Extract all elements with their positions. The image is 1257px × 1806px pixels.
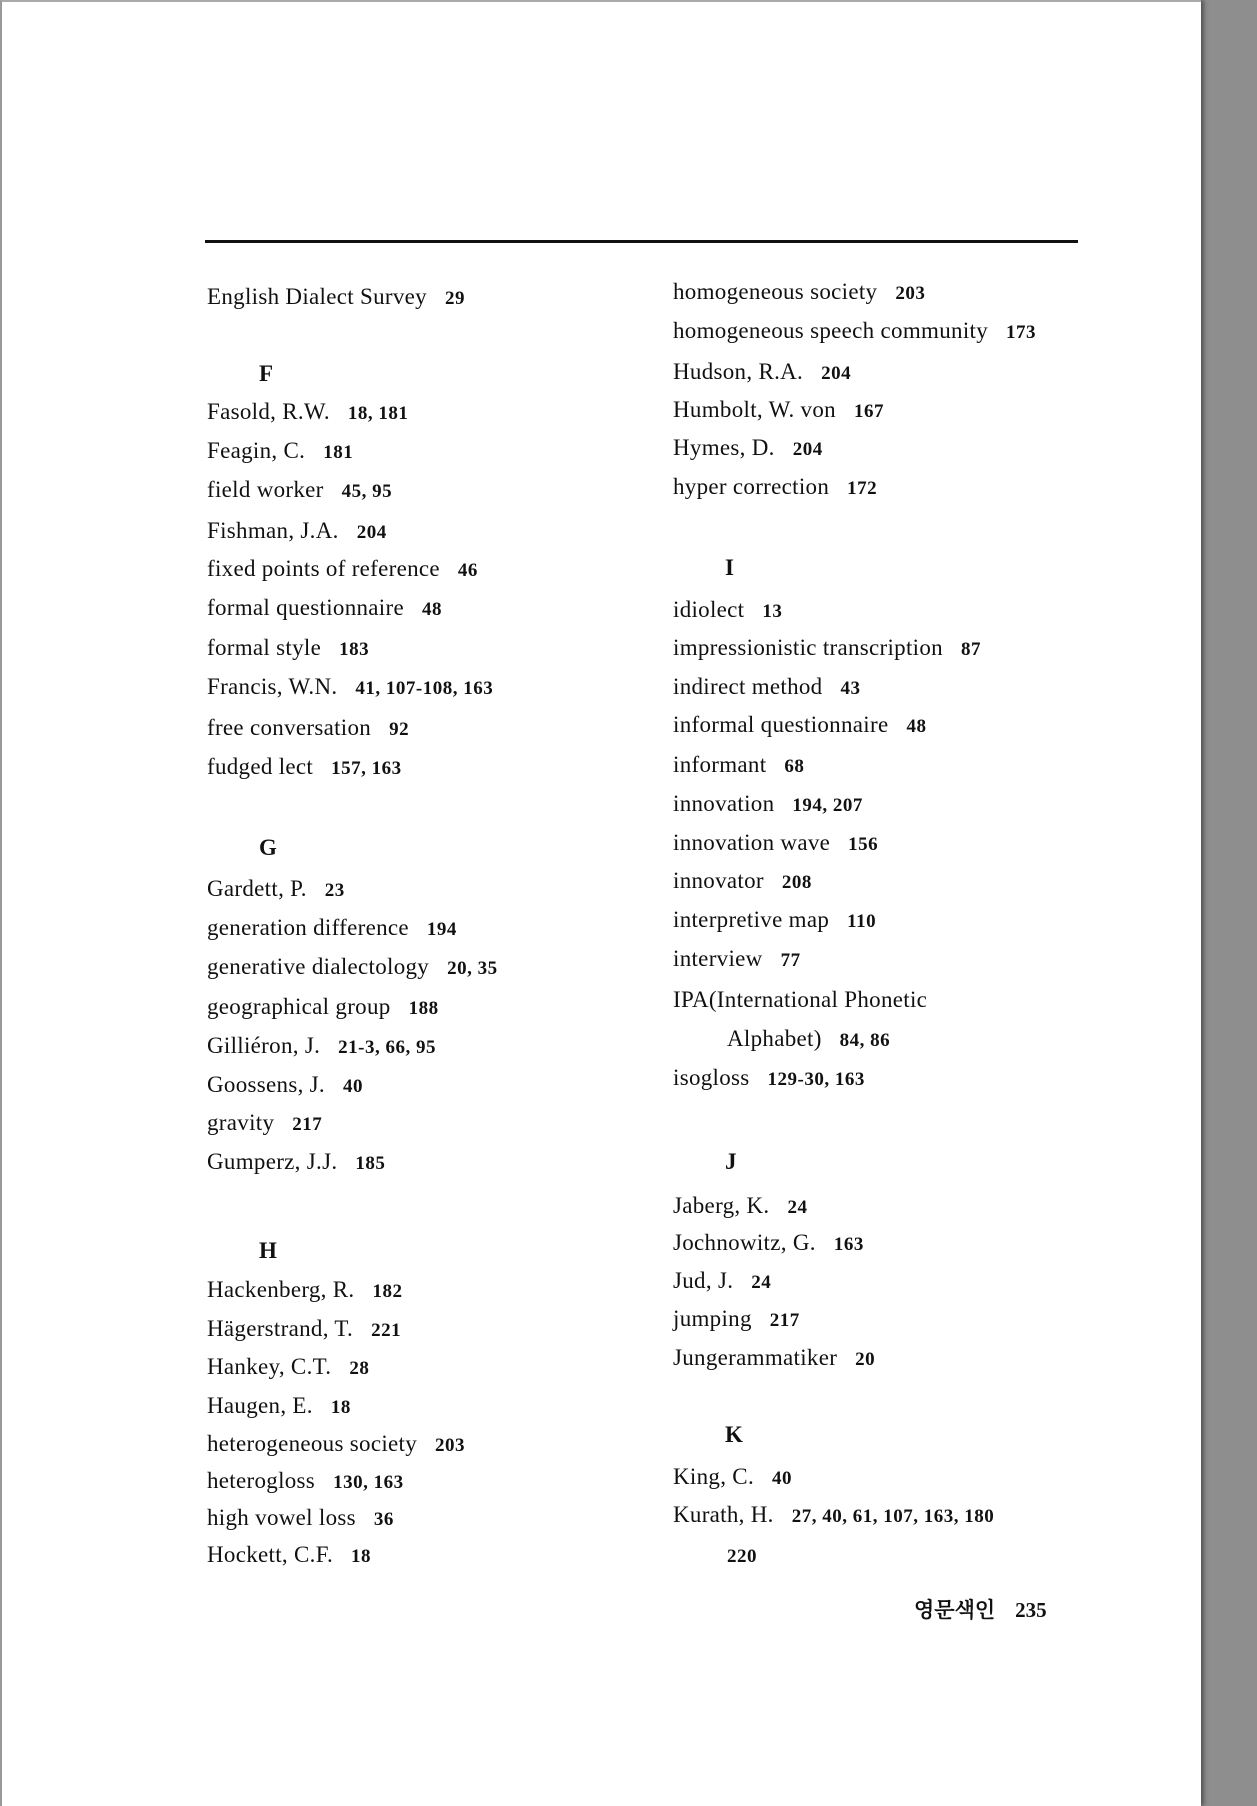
- index-entry: [207, 594, 442, 624]
- index-entry: [207, 953, 498, 983]
- entry-pages: 40: [342, 1076, 363, 1097]
- index-entry: [673, 1463, 792, 1493]
- entry-pages: 27, 40, 61, 107, 163, 180: [791, 1506, 995, 1527]
- index-entry: [673, 790, 863, 820]
- entry-pages: 87: [960, 639, 981, 660]
- entry-pages: 217: [769, 1310, 800, 1331]
- entry-term: informal questionnaire: [673, 712, 889, 737]
- index-entry: [207, 1315, 401, 1345]
- entry-pages: 194: [426, 919, 457, 940]
- entry-term: idiolect: [673, 597, 745, 622]
- section-letter: G: [259, 835, 277, 860]
- entry-pages: 220: [727, 1546, 757, 1567]
- entry-pages: 84, 86: [839, 1030, 891, 1051]
- entry-pages: 21-3, 66, 95: [338, 1037, 436, 1058]
- entry-pages: 18: [351, 1546, 371, 1567]
- page-number: 235: [1015, 1598, 1047, 1622]
- index-entry: [673, 751, 804, 781]
- entry-pages: 68: [784, 756, 805, 777]
- entry-term: Hägerstrand, T.: [207, 1316, 354, 1341]
- entry-pages: 204: [821, 363, 852, 384]
- entry-pages: 182: [372, 1281, 403, 1302]
- entry-term: Fasold, R.W.: [207, 399, 330, 424]
- entry-pages: 45, 95: [341, 481, 393, 502]
- section-letter: I: [725, 555, 734, 580]
- index-entry: [207, 1276, 402, 1306]
- entry-pages: 163: [833, 1234, 864, 1255]
- entry-term: gravity: [207, 1110, 275, 1135]
- entry-pages: 173: [1006, 322, 1037, 343]
- entry-pages: 129-30, 163: [767, 1069, 865, 1090]
- entry-pages: 204: [356, 522, 387, 543]
- index-entry: [207, 1148, 385, 1178]
- entry-term: innovation: [673, 791, 775, 816]
- entry-pages: 172: [847, 478, 878, 499]
- index-entry: [207, 993, 439, 1023]
- index-entry: [207, 1467, 404, 1497]
- entry-pages: 110: [847, 911, 877, 932]
- entry-pages: 92: [389, 719, 410, 740]
- entry-pages: 185: [355, 1153, 386, 1174]
- index-entry: [207, 1109, 322, 1139]
- entry-pages: 203: [435, 1435, 466, 1456]
- index-entry: [673, 945, 801, 975]
- entry-pages: 167: [853, 401, 884, 422]
- entry-pages: 156: [848, 834, 879, 855]
- index-entry: [673, 434, 823, 464]
- index-entry: [207, 914, 457, 944]
- entry-pages: 130, 163: [333, 1472, 404, 1493]
- entry-term: Haugen, E.: [207, 1393, 313, 1418]
- index-entry: [727, 1541, 757, 1571]
- index-entry: [673, 673, 861, 703]
- index-entry: [207, 1430, 465, 1460]
- index-entry: [727, 1025, 890, 1055]
- entry-term: geographical group: [207, 994, 391, 1019]
- entry-pages: 41, 107-108, 163: [355, 678, 494, 699]
- entry-term: innovation wave: [673, 830, 831, 855]
- entry-pages: 43: [840, 678, 861, 699]
- index-entry: [673, 358, 851, 388]
- entry-term: hyper correction: [673, 474, 830, 499]
- entry-term: Kurath, H.: [673, 1502, 774, 1527]
- entry-term: Hankey, C.T.: [207, 1354, 332, 1379]
- index-entry: [673, 986, 927, 1014]
- index-entry: [207, 555, 478, 585]
- index-entry: [207, 673, 493, 703]
- index-entry: [673, 1064, 865, 1094]
- entry-term: formal questionnaire: [207, 595, 404, 620]
- entry-term: Humbolt, W. von: [673, 397, 836, 422]
- index-entry: [207, 398, 408, 428]
- index-entry: [207, 875, 345, 905]
- entry-term: Alphabet): [727, 1026, 822, 1051]
- entry-term: Feagin, C.: [207, 438, 306, 463]
- entry-pages: 29: [444, 288, 465, 309]
- index-entry: [673, 396, 884, 426]
- entry-term: King, C.: [673, 1464, 754, 1489]
- entry-pages: 20: [855, 1349, 876, 1370]
- index-entry: [207, 476, 392, 506]
- entry-term: Jaberg, K.: [673, 1193, 770, 1218]
- index-entry: [207, 437, 353, 467]
- entry-term: Goossens, J.: [207, 1072, 325, 1097]
- entry-term: field worker: [207, 477, 324, 502]
- entry-term: innovator: [673, 868, 764, 893]
- index-entry: [207, 1071, 363, 1101]
- entry-term: generation difference: [207, 915, 409, 940]
- entry-term: free conversation: [207, 715, 372, 740]
- section-letter: F: [259, 361, 274, 386]
- header-rule: [205, 240, 1078, 243]
- entry-term: Hackenberg, R.: [207, 1277, 355, 1302]
- index-entry: [673, 1192, 807, 1222]
- entry-term: IPA(International Phonetic: [673, 987, 928, 1012]
- index-entry: [207, 1353, 369, 1383]
- entry-term: isogloss: [673, 1065, 750, 1090]
- entry-term: indirect method: [673, 674, 823, 699]
- index-entry: [673, 634, 981, 664]
- entry-term: Gumperz, J.J.: [207, 1149, 338, 1174]
- index-entry: [207, 1032, 436, 1062]
- entry-term: Francis, W.N.: [207, 674, 338, 699]
- entry-pages: 157, 163: [331, 758, 402, 779]
- entry-pages: 204: [792, 439, 823, 460]
- section-letter: K: [725, 1422, 743, 1447]
- index-entry: [673, 1229, 864, 1259]
- entry-pages: 18: [330, 1397, 351, 1418]
- page-footer: [914, 1594, 1047, 1624]
- entry-term: Hockett, C.F.: [207, 1542, 333, 1567]
- index-entry: [207, 753, 402, 783]
- entry-pages: 48: [906, 716, 927, 737]
- index-entry: [207, 1504, 394, 1534]
- index-entry: [673, 829, 878, 859]
- entry-term: interview: [673, 946, 763, 971]
- section-letter: H: [259, 1238, 277, 1263]
- entry-pages: 18, 181: [347, 403, 409, 424]
- entry-term: Jochnowitz, G.: [673, 1230, 816, 1255]
- index-entry: [673, 906, 876, 936]
- entry-term: fudged lect: [207, 754, 314, 779]
- entry-pages: 217: [292, 1114, 323, 1135]
- entry-term: heterogloss: [207, 1468, 316, 1493]
- entry-term: Gilliéron, J.: [207, 1033, 321, 1058]
- entry-pages: 203: [895, 283, 926, 304]
- entry-pages: 36: [373, 1509, 394, 1530]
- entry-term: homogeneous speech community: [673, 318, 989, 343]
- index-entry: [673, 278, 925, 308]
- entry-pages: 188: [408, 998, 439, 1019]
- entry-term: interpretive map: [673, 907, 830, 932]
- index-entry: [207, 283, 465, 313]
- entry-pages: 24: [751, 1272, 772, 1293]
- entry-term: high vowel loss: [207, 1505, 356, 1530]
- entry-pages: 13: [762, 601, 783, 622]
- entry-term: informant: [673, 752, 767, 777]
- entry-term: formal style: [207, 635, 322, 660]
- entry-term: Hymes, D.: [673, 435, 775, 460]
- index-entry: [673, 867, 812, 897]
- entry-pages: 194, 207: [792, 795, 863, 816]
- entry-pages: 77: [780, 950, 801, 971]
- entry-pages: 208: [781, 872, 812, 893]
- entry-term: homogeneous society: [673, 279, 878, 304]
- entry-term: generative dialectology: [207, 954, 430, 979]
- entry-pages: 183: [339, 639, 370, 660]
- index-entry: [207, 634, 369, 664]
- index-entry: [673, 473, 877, 503]
- entry-pages: 181: [323, 442, 354, 463]
- footer-section-title: 영문색인: [914, 1598, 996, 1622]
- index-entry: [673, 1305, 800, 1335]
- entry-term: Jungerammatiker: [673, 1345, 838, 1370]
- entry-pages: 20, 35: [447, 958, 498, 979]
- index-entry: [673, 596, 782, 626]
- entry-pages: 24: [787, 1197, 808, 1218]
- entry-pages: 23: [324, 880, 345, 901]
- entry-term: fixed points of reference: [207, 556, 440, 581]
- index-entry: [207, 1392, 351, 1422]
- index-entry: [207, 517, 387, 547]
- entry-pages: 48: [421, 599, 442, 620]
- index-entry: [673, 711, 926, 741]
- index-entry: [207, 1541, 371, 1571]
- entry-term: jumping: [673, 1306, 752, 1331]
- entry-pages: 46: [457, 560, 478, 581]
- entry-pages: 221: [371, 1320, 402, 1341]
- entry-term: Fishman, J.A.: [207, 518, 339, 543]
- entry-term: Hudson, R.A.: [673, 359, 804, 384]
- section-letter: J: [725, 1149, 737, 1174]
- index-entry: [207, 714, 409, 744]
- entry-pages: 28: [349, 1358, 370, 1379]
- index-entry: [673, 317, 1036, 347]
- entry-term: English Dialect Survey: [207, 284, 427, 309]
- entry-term: impressionistic transcription: [673, 635, 943, 660]
- index-entry: [673, 1344, 875, 1374]
- index-entry: [673, 1267, 771, 1297]
- entry-term: heterogeneous society: [207, 1431, 418, 1456]
- entry-term: Jud, J.: [673, 1268, 734, 1293]
- entry-pages: 40: [772, 1468, 792, 1489]
- entry-term: Gardett, P.: [207, 876, 307, 901]
- index-entry: [673, 1501, 994, 1531]
